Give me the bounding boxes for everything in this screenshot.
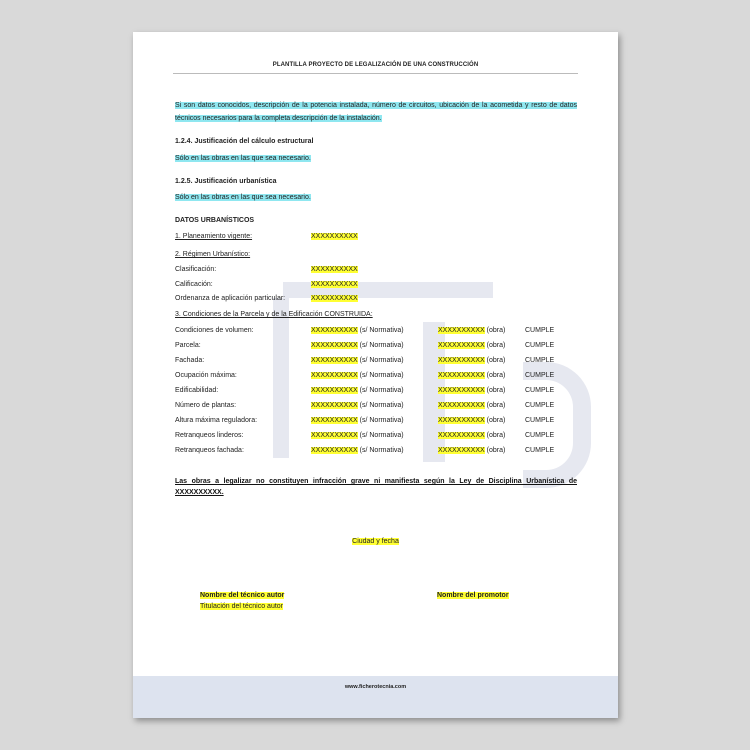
regimen-value-text: XXXXXXXXXX (311, 295, 358, 302)
condition-obra-value: XXXXXXXXXX (438, 432, 485, 439)
condition-status: CUMPLE (525, 327, 555, 334)
technician-title-text: Titulación del técnico autor (200, 603, 284, 610)
item2-label: 2. Régimen Urbanístico: (175, 251, 251, 258)
obra-suffix: (obra) (486, 372, 506, 379)
condition-norm (311, 444, 404, 457)
condition-status: CUMPLE (525, 432, 555, 439)
item3-label: 3. Condiciones de la Parcela y de la Edificación CONSTRUIDA: (175, 311, 373, 318)
section-124-title: 1.2.4. Justificación del cálculo estructural (175, 138, 314, 145)
condition-status: CUMPLE (525, 402, 555, 409)
condition-obra (438, 324, 505, 337)
obra-suffix: (obra) (486, 432, 506, 439)
regimen-label: Clasificación: (175, 266, 217, 273)
norm-suffix: (s/ Normativa) (359, 402, 404, 409)
city-date-text: Ciudad y fecha (352, 538, 399, 545)
technician-name-text: Nombre del técnico autor (200, 592, 285, 599)
condition-label: Edificabilidad: (175, 387, 219, 394)
condition-obra-value: XXXXXXXXXX (438, 342, 485, 349)
section-125-title: 1.2.5. Justificación urbanística (175, 178, 277, 185)
footer-band (133, 676, 618, 718)
condition-label: Retranqueos fachada: (175, 447, 244, 454)
condition-status: CUMPLE (525, 342, 555, 349)
condition-label: Fachada: (175, 357, 205, 364)
obra-suffix: (obra) (486, 342, 506, 349)
datos-title: DATOS URBANÍSTICOS (175, 217, 255, 224)
obra-suffix: (obra) (486, 402, 506, 409)
norm-suffix: (s/ Normativa) (359, 357, 404, 364)
condition-norm-value: XXXXXXXXXX (311, 327, 358, 334)
intro-paragraph-text: Si son datos conocidos, descripción de la potencia instalada, número de circuitos, ubicación de la acometida y resto de datos técnicos necesarios para la completa descripción de la instalación. (175, 102, 577, 122)
norm-suffix: (s/ Normativa) (359, 372, 404, 379)
condition-label: Número de plantas: (175, 402, 237, 409)
norm-suffix: (s/ Normativa) (359, 387, 404, 394)
header-title: PLANTILLA PROYECTO DE LEGALIZACIÓN DE UNA CONSTRUCCIÓN (272, 62, 479, 68)
condition-norm (311, 384, 404, 397)
condition-obra (438, 384, 505, 397)
condition-norm-value: XXXXXXXXXX (311, 432, 358, 439)
condition-norm-value: XXXXXXXXXX (311, 402, 358, 409)
condition-status: CUMPLE (525, 372, 555, 379)
legal-statement: Las obras a legalizar no constituyen infracción grave ni manifiesta según la Ley de Disciplina Urbanística de XXXXXXXXXX. (175, 478, 577, 496)
condition-norm (311, 429, 404, 442)
condition-norm-value: XXXXXXXXXX (311, 447, 358, 454)
obra-suffix: (obra) (486, 447, 506, 454)
norm-suffix: (s/ Normativa) (359, 342, 404, 349)
condition-obra (438, 399, 505, 412)
regimen-label: Calificación: (175, 281, 213, 288)
promoter-name (437, 589, 509, 602)
item1-label: 1. Planeamiento vigente: (175, 233, 253, 240)
condition-obra (438, 429, 505, 442)
regimen-value (311, 263, 358, 276)
footer-website: www.ficherotecnia.com (344, 684, 407, 690)
obra-suffix: (obra) (486, 357, 506, 364)
condition-label: Condiciones de volumen: (175, 327, 254, 334)
obra-suffix: (obra) (486, 417, 506, 424)
norm-suffix: (s/ Normativa) (359, 432, 404, 439)
condition-obra (438, 444, 505, 457)
technician-title (200, 600, 283, 613)
page-content (133, 32, 618, 718)
condition-obra (438, 369, 505, 382)
regimen-value-text: XXXXXXXXXX (311, 266, 358, 273)
condition-norm-value: XXXXXXXXXX (311, 417, 358, 424)
condition-norm (311, 339, 404, 352)
item1-value-text: XXXXXXXXXX (311, 233, 358, 240)
condition-norm-value: XXXXXXXXXX (311, 342, 358, 349)
condition-norm (311, 369, 404, 382)
condition-obra (438, 354, 505, 367)
condition-label: Ocupación máxima: (175, 372, 237, 379)
section-125-note-text: Sólo en las obras en las que sea necesario. (175, 194, 311, 201)
condition-label: Retranqueos linderos: (175, 432, 244, 439)
condition-norm (311, 414, 404, 427)
section-125-note (175, 191, 311, 204)
condition-obra (438, 339, 505, 352)
norm-suffix: (s/ Normativa) (359, 447, 404, 454)
promoter-name-text: Nombre del promotor (437, 592, 509, 599)
regimen-value-text: XXXXXXXXXX (311, 281, 358, 288)
intro-paragraph (175, 99, 577, 125)
city-date (133, 535, 618, 548)
condition-norm (311, 354, 404, 367)
regimen-value (311, 292, 358, 305)
condition-obra (438, 414, 505, 427)
condition-status: CUMPLE (525, 387, 555, 394)
condition-norm-value: XXXXXXXXXX (311, 372, 358, 379)
condition-obra-value: XXXXXXXXXX (438, 447, 485, 454)
regimen-label: Ordenanza de aplicación particular: (175, 295, 286, 302)
item1-value (311, 230, 358, 243)
obra-suffix: (obra) (486, 387, 506, 394)
condition-obra-value: XXXXXXXXXX (438, 327, 485, 334)
condition-norm (311, 324, 404, 337)
condition-norm-value: XXXXXXXXXX (311, 357, 358, 364)
condition-obra-value: XXXXXXXXXX (438, 372, 485, 379)
section-124-note-text: Sólo en las obras en las que sea necesario. (175, 155, 311, 162)
norm-suffix: (s/ Normativa) (359, 417, 404, 424)
header-divider (173, 73, 578, 74)
section-124-note (175, 152, 311, 165)
condition-obra-value: XXXXXXXXXX (438, 402, 485, 409)
condition-norm-value: XXXXXXXXXX (311, 387, 358, 394)
condition-status: CUMPLE (525, 417, 555, 424)
condition-obra-value: XXXXXXXXXX (438, 387, 485, 394)
condition-status: CUMPLE (525, 357, 555, 364)
regimen-value (311, 278, 358, 291)
condition-label: Altura máxima reguladora: (175, 417, 258, 424)
condition-norm (311, 399, 404, 412)
norm-suffix: (s/ Normativa) (359, 327, 404, 334)
condition-obra-value: XXXXXXXXXX (438, 417, 485, 424)
document-page (133, 32, 618, 718)
condition-label: Parcela: (175, 342, 201, 349)
condition-status: CUMPLE (525, 447, 555, 454)
obra-suffix: (obra) (486, 327, 506, 334)
condition-obra-value: XXXXXXXXXX (438, 357, 485, 364)
